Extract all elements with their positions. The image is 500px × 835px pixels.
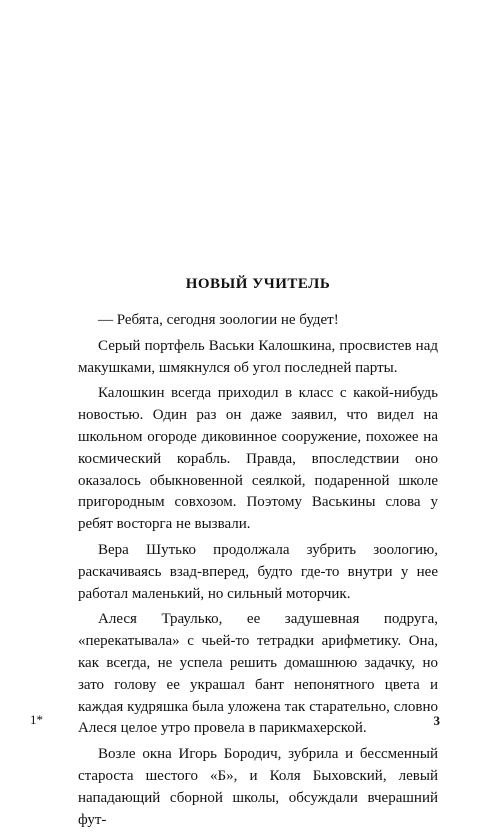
paragraph: Алеся Траулько, ее задушевная подруга, «перекатывала» с чьей-то тетрадки арифметику. Она, как всегда, не успела решить домашнюю задачку, но зато голову ее украшал бант непонятного цвета и каждая кудряшка была уложена так старательно, словно Алеся целое утро провела в парикмахерской. xyxy=(78,611,438,737)
book-page xyxy=(78,0,438,828)
paragraph: Возле окна Игорь Бородич, зубрила и бессменный староста шестого «Б», и Коля Быховский, левый нападающий сборной школы, обсуждали вчерашний фут- xyxy=(78,746,438,828)
page-number: 3 xyxy=(433,713,440,728)
paragraph: Калошкин всегда приходил в класс с какой-нибудь новостью. Один раз он даже заявил, что видел на школьном огороде диковинное сооружение, похожее на космический корабль. Правда, впоследствии оно оказалось обыкновенной сеялкой, подаренной школе пригородным совхозом. Поэтому Васькины слова у ребят восторга не вызвали. xyxy=(78,385,438,533)
body-text xyxy=(78,310,438,835)
paragraph: — Ребята, сегодня зоологии не будет! xyxy=(98,312,339,328)
chapter-title: НОВЫЙ УЧИТЕЛЬ xyxy=(185,276,331,292)
paragraph: Серый портфель Васьки Калошкина, просвистев над макушками, шмякнулся об угол последней парты. xyxy=(78,337,438,376)
paragraph: Вера Шутько продолжала зубрить зоологию, раскачиваясь взад-вперед, будто где-то внутри у нее работал маленький, но сильный моторчик. xyxy=(78,541,438,602)
signature-mark: 1* xyxy=(30,712,43,727)
